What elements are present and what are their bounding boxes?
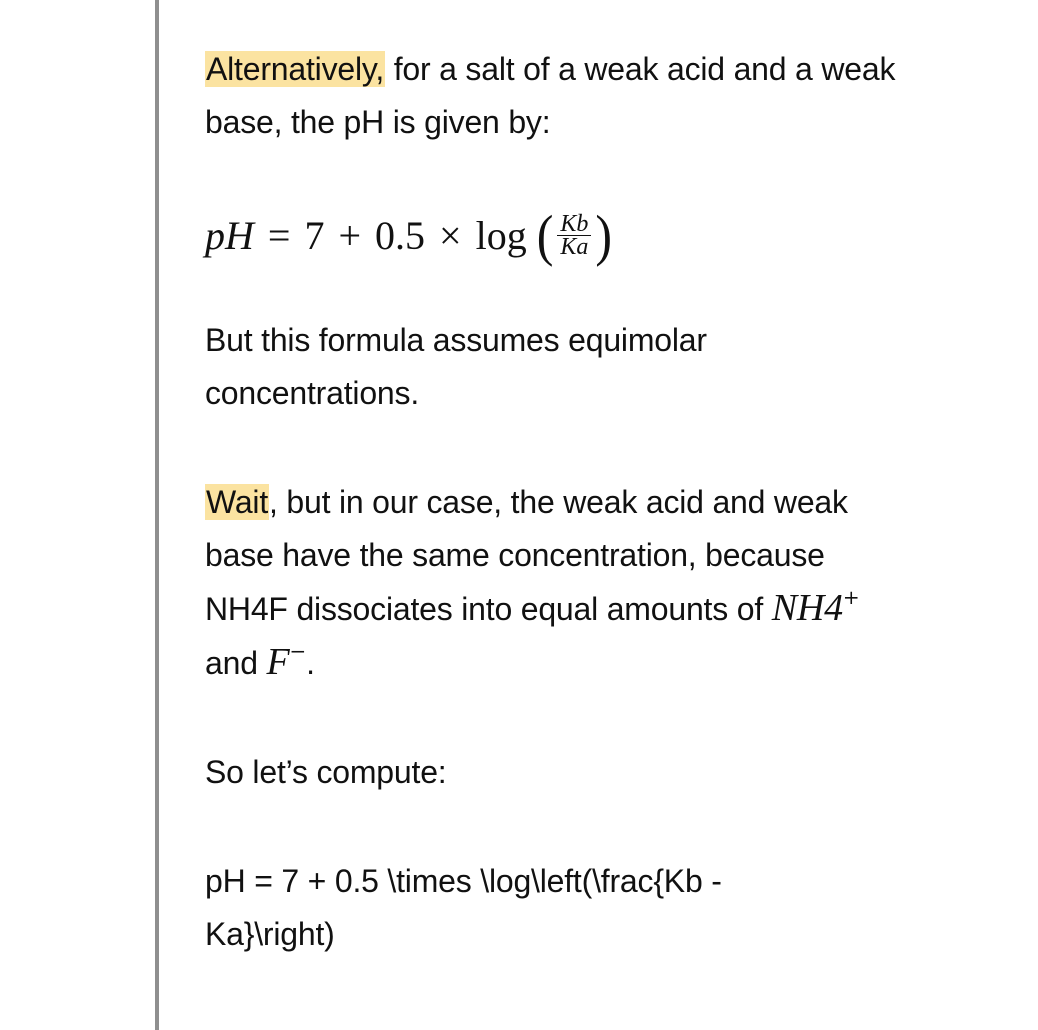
fraction-denominator: Ka <box>560 233 589 260</box>
formula-equals: = <box>267 212 291 258</box>
paragraph-latex-formula <box>205 855 845 961</box>
paragraph-compute <box>205 746 905 799</box>
formula-log: log <box>475 212 527 258</box>
ion-and-text: and <box>205 645 267 681</box>
formula-open-paren: ( <box>536 202 554 268</box>
formula-close-paren: ) <box>595 202 613 268</box>
formula-lhs: pH <box>205 212 254 258</box>
ion-nh4-charge: + <box>842 585 860 610</box>
paragraph-latex-formula-text: pH = 7 + 0.5 \times \log\left(\frac{Kb - Ka}\right) <box>205 863 722 952</box>
formula-coefficient: 0.5 <box>375 212 426 258</box>
ion-end-period: . <box>306 645 315 681</box>
paragraph-equimolar <box>205 314 825 420</box>
highlighted-word-wait: Wait <box>206 484 269 520</box>
formula-times: × <box>439 212 462 258</box>
formula-plus: + <box>338 212 362 258</box>
ion-f-charge: − <box>289 639 307 664</box>
paragraph-alternatively <box>205 43 905 149</box>
paragraph-wait-text: , but in our case, the weak acid and weak base have the same concentration, because NH4F dissociates into equal amounts of <box>205 484 848 627</box>
paragraph-compute-text: So let’s compute: <box>205 754 447 790</box>
formula-seven: 7 <box>304 212 325 258</box>
paragraph-alternatively-text: for a salt of a weak acid and a weak base, the pH is given by: <box>205 51 896 140</box>
fraction-numerator: Kb <box>557 213 591 236</box>
paragraph-equimolar-text: But this formula assumes equimolar concentrations. <box>205 322 707 411</box>
ion-nh4: NH4 <box>771 587 843 629</box>
left-border-rule <box>155 0 159 1030</box>
ph-formula <box>205 200 614 270</box>
paragraph-wait <box>205 476 885 690</box>
formula-fraction <box>557 210 591 260</box>
highlighted-word-alternatively: Alternatively, <box>206 51 385 87</box>
ion-f: F <box>266 641 290 683</box>
